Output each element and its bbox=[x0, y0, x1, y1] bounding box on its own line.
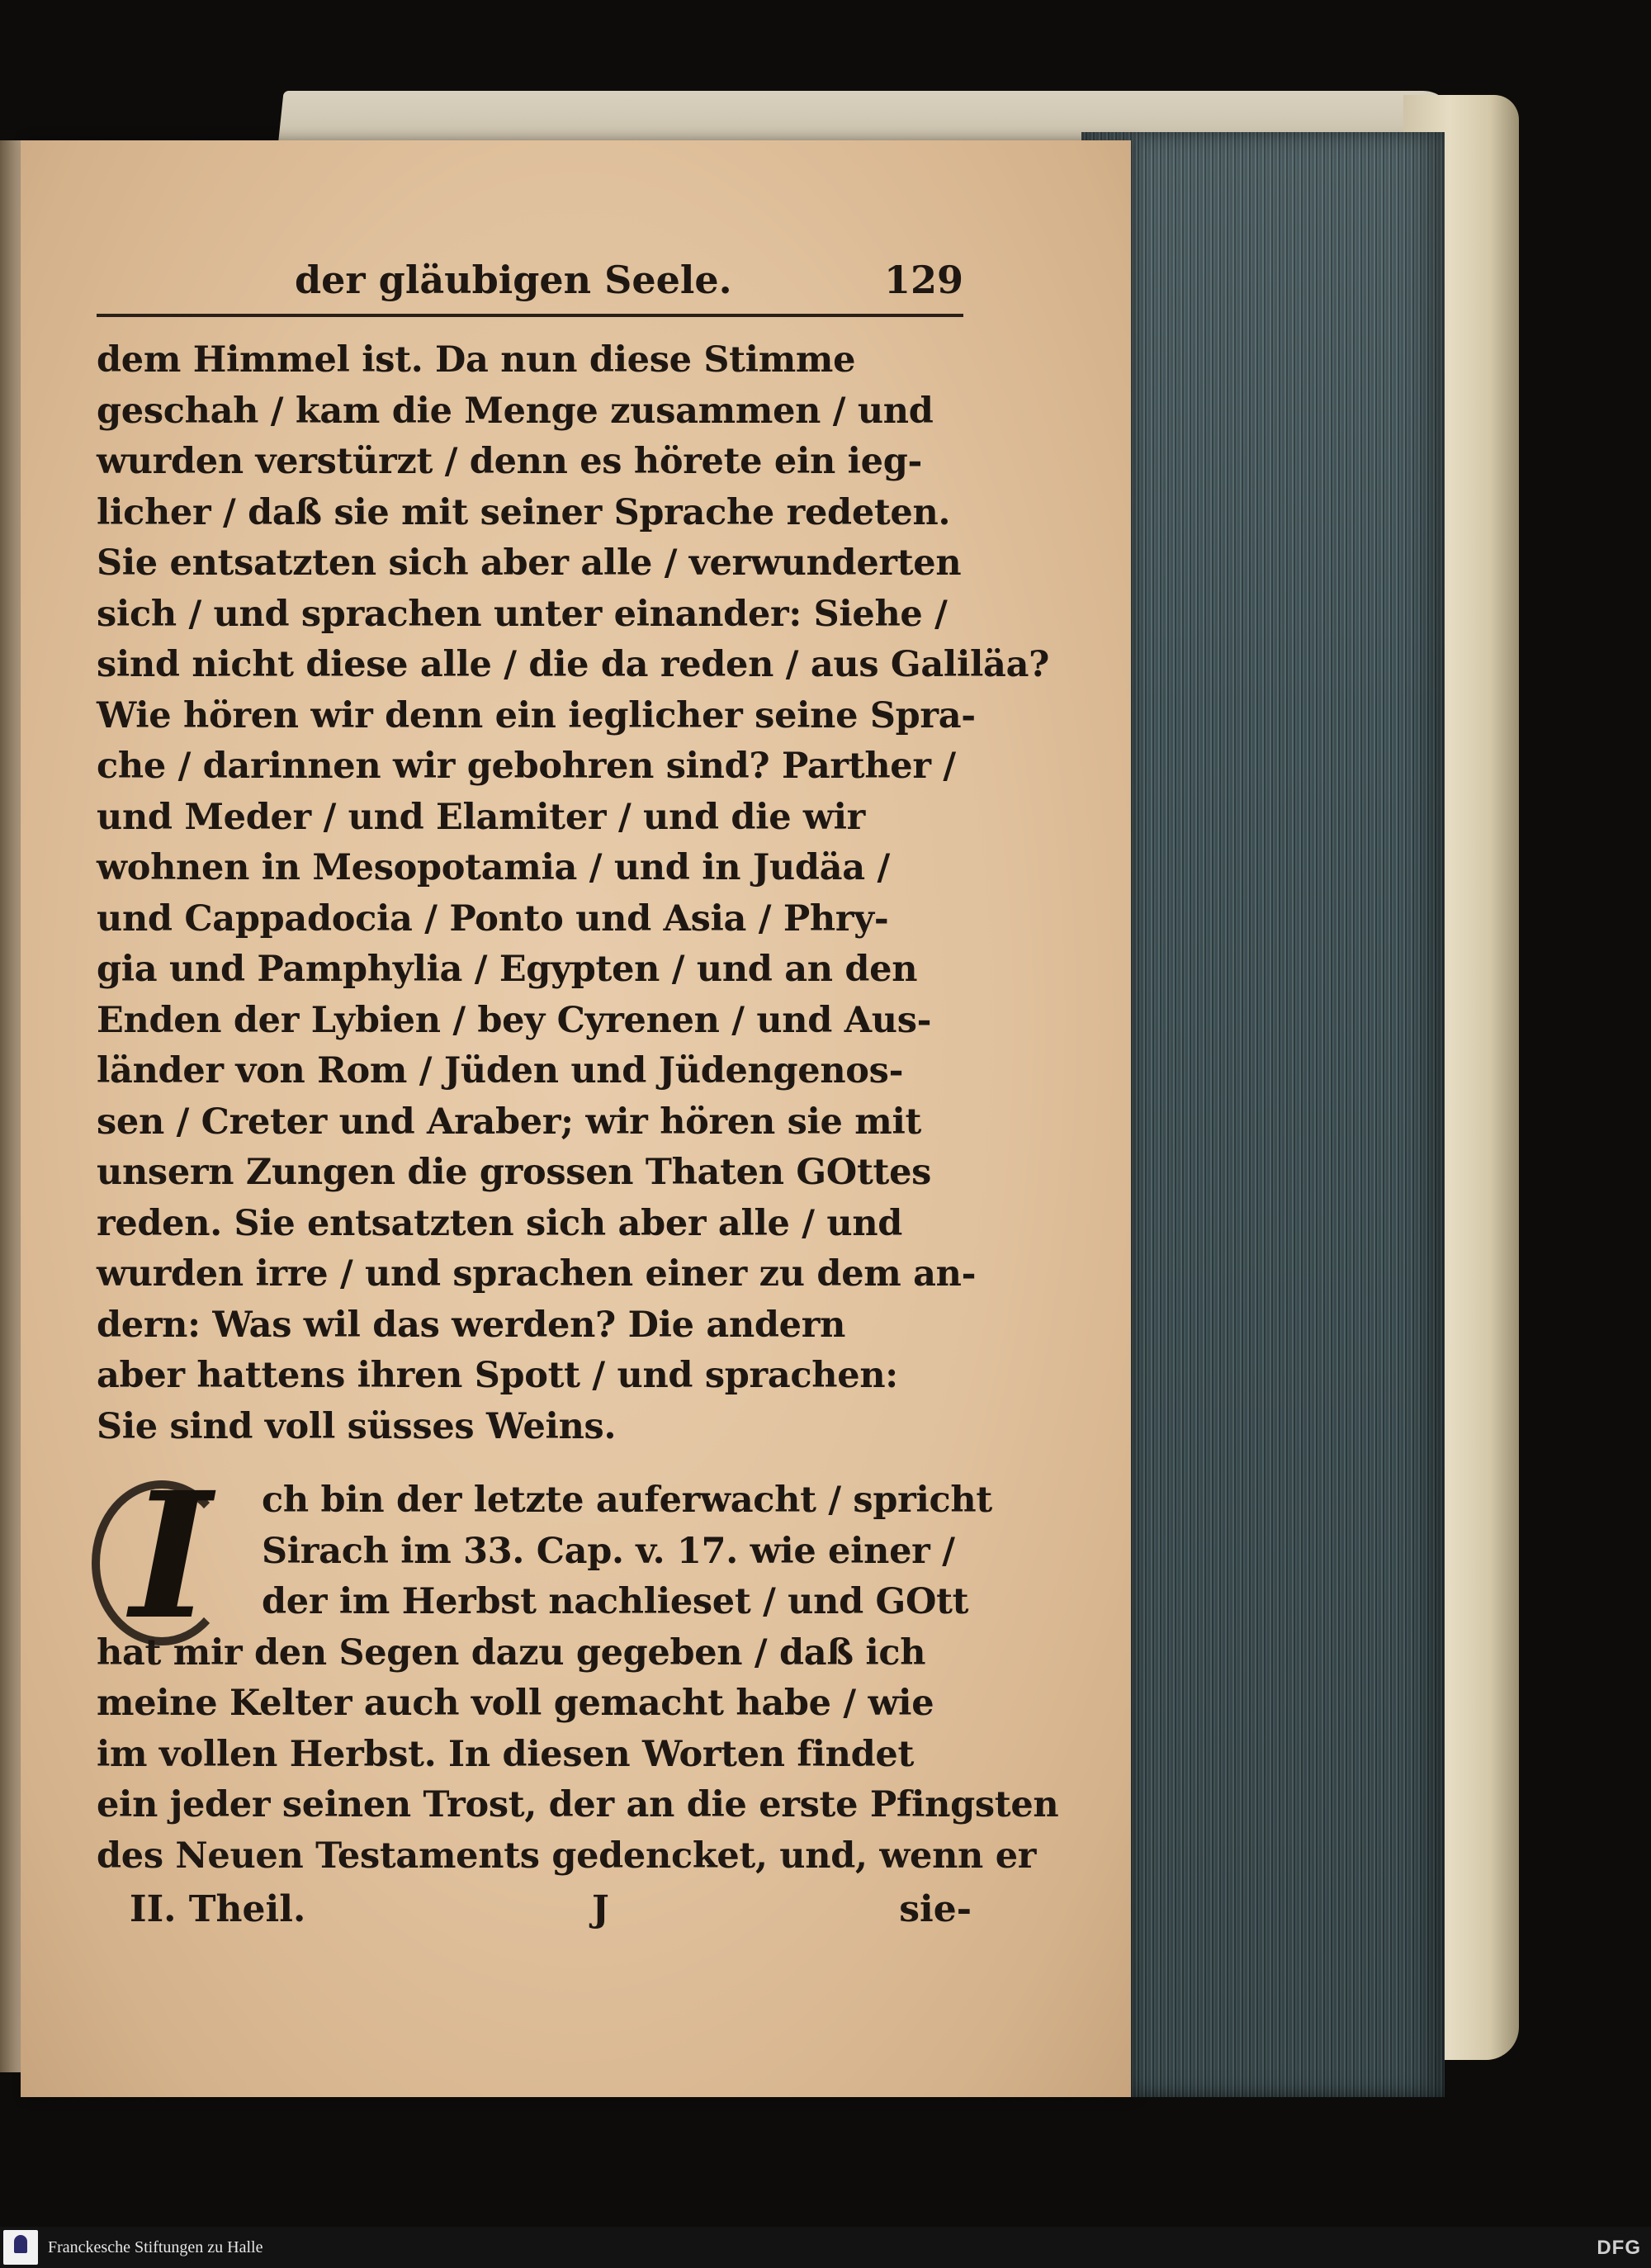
text-line: che / darinnen wir gebohren sind? Parther / bbox=[97, 746, 956, 787]
page-block-edges bbox=[1081, 132, 1445, 2097]
text-line: geschah / kam die Menge zusammen / und bbox=[97, 390, 934, 432]
text-line: Sirach im 33. Cap. v. 17. wie einer / bbox=[262, 1530, 955, 1572]
text-line: länder von Rom / Jüden und Jüdengenos- bbox=[97, 1050, 904, 1091]
text-line: sen / Creter und Araber; wir hören sie mit bbox=[97, 1101, 922, 1143]
page-text bbox=[97, 239, 1059, 1946]
decorated-initial: I bbox=[130, 1454, 212, 1658]
signature-mark: II. Theil. bbox=[130, 1888, 306, 1930]
text-line: und Meder / und Elamiter / und die wir bbox=[97, 796, 866, 838]
text-line: unsern Zungen die grossen Thaten GOttes bbox=[97, 1152, 932, 1193]
book-page bbox=[21, 140, 1131, 2097]
text-line: sich / und sprachen unter einander: Siehe / bbox=[97, 593, 948, 635]
text-line: meine Kelter auch voll gemacht habe / wie bbox=[97, 1683, 934, 1724]
text-line: Sie entsatzten sich aber alle / verwunderten bbox=[97, 542, 962, 584]
text-line: aber hattens ihren Spott / und sprachen: bbox=[97, 1355, 898, 1396]
continuation-text bbox=[97, 1628, 1059, 1882]
text-line: reden. Sie entsatzten sich aber alle / und bbox=[97, 1202, 903, 1244]
page-footer bbox=[97, 1888, 972, 1946]
text-line: sind nicht diese alle / die da reden / aus Galiläa? bbox=[97, 644, 1050, 685]
running-head bbox=[97, 239, 963, 314]
page-number: 129 bbox=[883, 258, 963, 302]
catchword: sie- bbox=[899, 1888, 972, 1930]
text-line: ein jeder seinen Trost, der an die erste Pfingsten bbox=[97, 1784, 1059, 1825]
dfg-logo: DFG bbox=[1597, 2237, 1641, 2259]
gathering-mark: J bbox=[592, 1888, 609, 1930]
text-line: wurden verstürzt / denn es hörete ein ieg- bbox=[97, 441, 923, 482]
text-line: und Cappadocia / Ponto und Asia / Phry- bbox=[97, 897, 889, 940]
text-line: Enden der Lybien / bey Cyrenen / und Aus- bbox=[97, 999, 932, 1041]
text-line: der im Herbst nachlieset / und GOtt bbox=[262, 1581, 969, 1622]
text-line: dern: Was wil das werden? Die andern bbox=[97, 1304, 846, 1346]
text-line: des Neuen Testaments gedencket, und, wenn er bbox=[97, 1835, 1037, 1877]
institution-name: Franckesche Stiftungen zu Halle bbox=[48, 2238, 263, 2256]
text-line: licher / daß sie mit seiner Sprache redeten. bbox=[97, 491, 951, 533]
text-line: Wie hören wir denn ein ieglicher seine Spra- bbox=[97, 694, 976, 736]
text-line: dem Himmel ist. Da nun diese Stimme bbox=[97, 339, 856, 381]
text-line: wohnen in Mesopotamia / und in Judäa / bbox=[97, 847, 890, 888]
text-line: gia und Pamphylia / Egypten / und an den bbox=[97, 949, 918, 990]
body-text bbox=[97, 335, 1050, 1452]
running-head-title: der gläubigen Seele. bbox=[295, 258, 732, 302]
viewer-footer-bar bbox=[0, 2227, 1651, 2268]
text-line: wurden irre / und sprachen einer zu dem an- bbox=[97, 1253, 977, 1295]
text-line: hat mir den Segen dazu gegeben / daß ich bbox=[97, 1631, 926, 1674]
text-line: im vollen Herbst. In diesen Worten findet bbox=[97, 1733, 915, 1775]
head-rule bbox=[97, 314, 963, 317]
institution-logo-icon bbox=[3, 2230, 38, 2265]
text-line: ch bin der letzte auferwacht / spricht bbox=[262, 1480, 992, 1521]
text-line: Sie sind voll süsses Weins. bbox=[97, 1405, 617, 1447]
